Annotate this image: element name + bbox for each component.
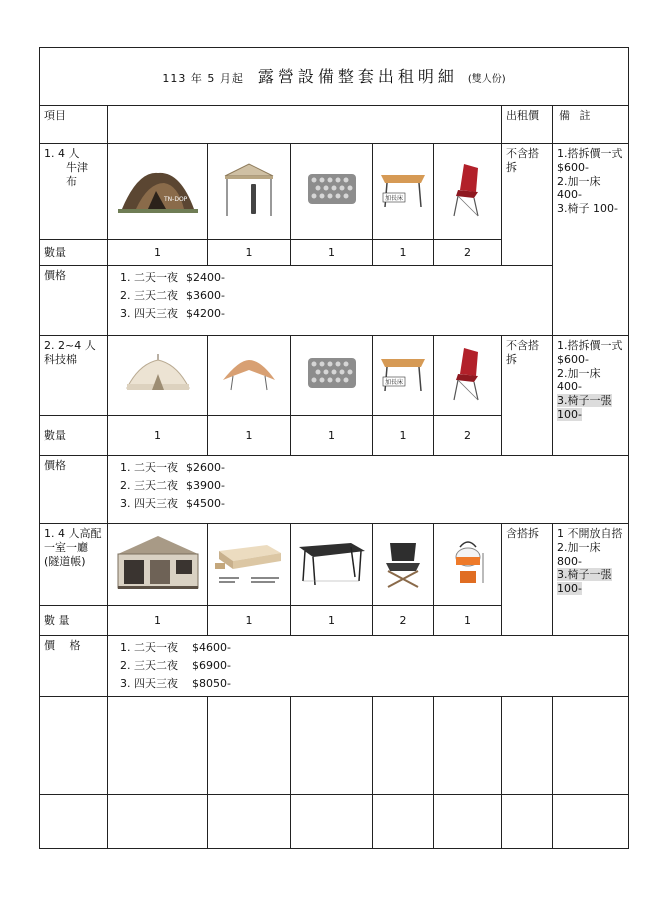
price-item: 2. 三天二夜 $3900- [134, 477, 622, 495]
long-table-icon [295, 537, 369, 589]
package-3-name: 1. 4 人高配一室一廳(隧道帳) [40, 524, 108, 606]
price-item: 2. 三天二夜 $6900- [134, 657, 622, 675]
canopy-tent-image [208, 144, 291, 240]
package-2-prices [108, 456, 629, 524]
package-2-row [40, 336, 629, 416]
sleeping-mat-image [291, 144, 373, 240]
tarp-icon [219, 356, 279, 392]
director-chair-icon [378, 537, 428, 589]
header-notes: 備 註 [553, 106, 629, 144]
lantern-icon [442, 535, 494, 591]
folding-table-image [373, 144, 434, 240]
package-1-prices [108, 266, 553, 336]
package-3-fee: 含搭拆 [502, 524, 553, 636]
bell-tent-image [108, 336, 208, 416]
svg-text:加長床: 加長床 [385, 194, 404, 202]
package-2-name: 2. 2~4 人科技棉 [40, 336, 108, 416]
qty-cell: 1 [208, 240, 291, 266]
package-2-price-label: 價格 [40, 456, 108, 524]
director-chair-image [373, 524, 434, 606]
package-3-row [40, 524, 629, 606]
lantern-image [434, 524, 502, 606]
price-item: 1. 二天一夜 $2600- [134, 459, 622, 477]
package-3-notes: 1 不開放自搭 2.加一床 800- 3.椅子一張 100- [553, 524, 629, 636]
qty-cell: 1 [291, 606, 373, 636]
camping-chair-icon [448, 162, 488, 218]
qty-cell: 1 [291, 240, 373, 266]
dome-tent-image [108, 144, 208, 240]
qty-cell: 1 [108, 240, 208, 266]
empty-row [40, 795, 629, 849]
bell-tent-icon [121, 352, 195, 396]
sleeping-mat-icon [304, 354, 360, 394]
air-mattress-icon [211, 535, 287, 591]
camping-chair-icon [448, 346, 488, 402]
qty-cell: 2 [434, 240, 502, 266]
title-prefix: 113 年 5 月起 [162, 71, 244, 85]
price-item: 2. 三天二夜 $3600- [134, 287, 546, 305]
package-1-fee: 不含搭拆 [502, 144, 553, 266]
empty-row [40, 697, 629, 795]
qty-cell: 1 [108, 606, 208, 636]
qty-cell: 1 [208, 416, 291, 456]
svg-text:加長床: 加長床 [385, 378, 404, 386]
price-item: 1. 二天一夜 $2400- [134, 269, 546, 287]
qty-cell: 1 [373, 416, 434, 456]
package-1-notes: 1.搭拆價一式 $600- 2.加一床 400- 3.椅子 100- [553, 144, 629, 336]
package-2-fee: 不含搭拆 [502, 336, 553, 456]
tarp-image [208, 336, 291, 416]
svg-text:TN-DOP: TN-DOP [163, 195, 187, 203]
cabin-tent-icon [112, 532, 204, 594]
page-title [40, 48, 629, 106]
price-item: 3. 四天三夜 $4200- [134, 305, 546, 323]
cabin-tent-image [108, 524, 208, 606]
package-1-row [40, 144, 629, 240]
header-fee: 出租價 [502, 106, 553, 144]
package-1-price-label: 價格 [40, 266, 108, 336]
qty-cell: 1 [208, 606, 291, 636]
header-blank [108, 106, 502, 144]
qty-cell: 1 [108, 416, 208, 456]
qty-cell: 2 [434, 416, 502, 456]
camping-chair-image [434, 144, 502, 240]
canopy-tent-icon [221, 160, 277, 220]
qty-cell: 2 [373, 606, 434, 636]
title-suffix: (雙人份) [467, 73, 506, 85]
sleeping-mat-icon [304, 170, 360, 210]
folding-table-image [373, 336, 434, 416]
dome-tent-icon [118, 165, 198, 215]
qty-cell: 1 [373, 240, 434, 266]
price-item: 3. 四天三夜 $4500- [134, 495, 622, 513]
package-1-name: 1. 4 人 牛津 布 [40, 144, 108, 240]
folding-table-icon [377, 167, 429, 213]
package-1-qty-label: 數量 [40, 240, 108, 266]
qty-cell: 1 [291, 416, 373, 456]
package-2-qty-label: 數量 [40, 416, 108, 456]
folding-table-icon [377, 351, 429, 397]
sleeping-mat-image [291, 336, 373, 416]
package-3-prices [108, 636, 629, 697]
package-2-notes: 1.搭拆價一式 $600- 2.加一床 400- 3.椅子一張 100- [553, 336, 629, 456]
title-main: 露營設備整套出租明細 [257, 66, 458, 86]
long-table-image [291, 524, 373, 606]
package-3-price-label: 價 格 [40, 636, 108, 697]
air-mattress-image [208, 524, 291, 606]
qty-cell: 1 [434, 606, 502, 636]
header-item: 項目 [40, 106, 108, 144]
price-item: 3. 四天三夜 $8050- [134, 675, 622, 693]
rental-table [39, 47, 629, 849]
camping-chair-image [434, 336, 502, 416]
package-3-qty-label: 數 量 [40, 606, 108, 636]
price-item: 1. 二天一夜 $4600- [134, 639, 622, 657]
